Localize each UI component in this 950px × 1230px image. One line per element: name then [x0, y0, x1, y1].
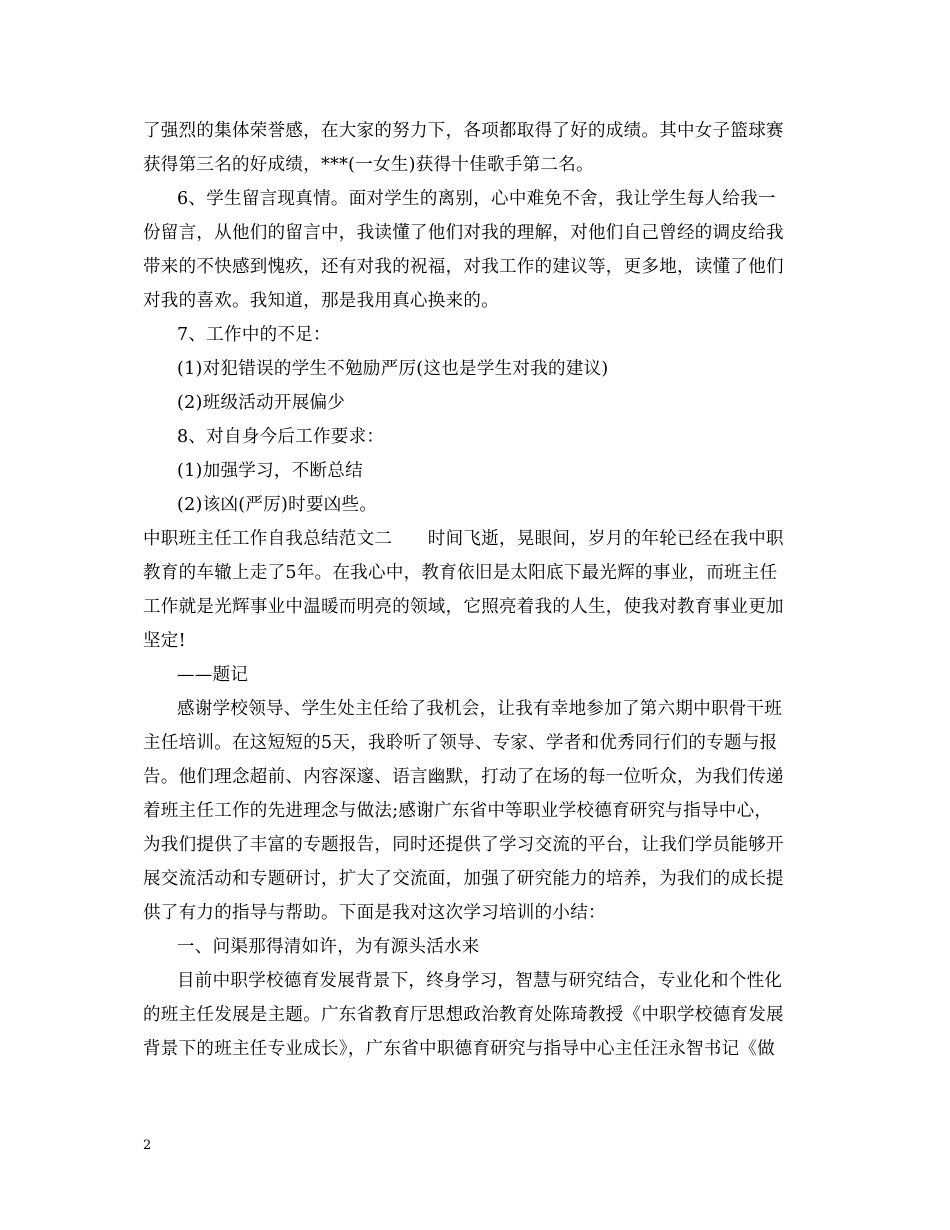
text-line: 供了有力的指导与帮助。下面是我对这次学习培训的小结： [143, 903, 606, 923]
text-line: (2)该凶(严厉)时要凶些。 [177, 495, 378, 515]
text-line: 教育的车辙上走了5年。在我心中，教育依旧是太阳底下最光辉的事业，而班主任 [143, 563, 778, 583]
text-line: 为我们提供了丰富的专题报告，同时还提供了学习交流的平台，让我们学员能够开 [143, 835, 784, 855]
text-line: 中职班主任工作自我总结范文二 时间飞逝，晃眼间，岁月的年轮已经在我中职 [143, 529, 784, 549]
text-line: 6、学生留言现真情。面对学生的离别，心中难免不舍，我让学生每人给我一 [177, 189, 776, 209]
text-line: ——题记 [177, 665, 249, 685]
text-line: 坚定! [143, 631, 186, 651]
text-line: 份留言，从他们的留言中，我读懂了他们对我的理解，对他们自己曾经的调皮给我 [143, 223, 784, 243]
text-line: 的班主任发展是主题。广东省教育厅思想政治教育处陈琦教授《中职学校德育发展 [143, 1005, 784, 1025]
text-line: 对我的喜欢。我知道，那是我用真心换来的。 [143, 291, 499, 311]
text-line: 带来的不快感到愧疚，还有对我的祝福，对我工作的建议等，更多地，读懂了他们 [143, 257, 784, 277]
text-line: (1)加强学习，不断总结 [177, 461, 363, 481]
text-line: 工作就是光辉事业中温暖而明亮的领域，它照亮着我的人生，使我对教育事业更加 [143, 597, 784, 617]
text-line: 7、工作中的不足： [177, 325, 331, 345]
page-number: 2 [143, 1138, 152, 1153]
text-line: 主任培训。在这短短的5天，我聆听了领导、专家、学者和优秀同行们的专题与报 [143, 733, 778, 753]
text-line: 获得第三名的好成绩，***(一女生)获得十佳歌手第二名。 [143, 155, 594, 175]
text-line: 8、对自身今后工作要求： [177, 427, 385, 447]
document-body [143, 114, 815, 1066]
text-line: 目前中职学校德育发展背景下，终身学习，智慧与研究结合，专业化和个性化 [177, 971, 783, 991]
text-line: 一、问渠那得清如许，为有源头活水来 [177, 937, 480, 957]
text-line: 展交流活动和专题研讨，扩大了交流面，加强了研究能力的培养，为我们的成长提 [143, 869, 784, 889]
text-line: (1)对犯错误的学生不勉励严厉(这也是学生对我的建议) [177, 359, 609, 379]
text-line: 告。他们理念超前、内容深邃、语言幽默，打动了在场的每一位听众，为我们传递 [143, 767, 784, 787]
text-line: 了强烈的集体荣誉感，在大家的努力下，各项都取得了好的成绩。其中女子篮球赛 [143, 121, 784, 141]
text-line: (2)班级活动开展偏少 [177, 393, 346, 413]
text-line: 着班主任工作的先进理念与做法;感谢广东省中等职业学校德育研究与指导中心， [143, 801, 773, 821]
text-line: 背景下的班主任专业成长》，广东省中职德育研究与指导中心主任汪永智书记《做 [143, 1039, 776, 1059]
text-line: 感谢学校领导、学生处主任给了我机会，让我有幸地参加了第六期中职骨干班 [177, 699, 783, 719]
